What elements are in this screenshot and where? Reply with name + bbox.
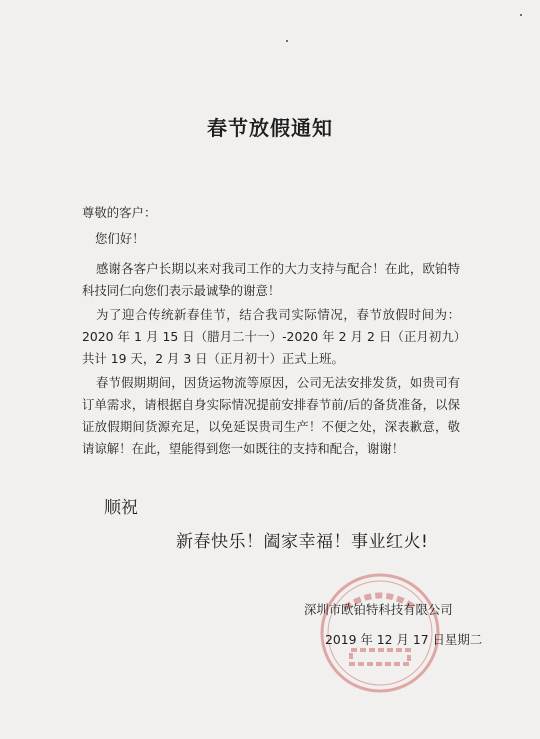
notice-date: 2019 年 12 月 17 日星期二 xyxy=(325,632,483,647)
notice-title: 春节放假通知 xyxy=(207,116,333,140)
paragraph-thanks: 感谢各客户长期以来对我司工作的大力支持与配合！在此，欧铂特科技同仁向您们表示最诚挚的谢意！ xyxy=(82,261,460,298)
new-year-wishes: 新春快乐！阖家幸福！事业红火! xyxy=(176,532,429,552)
greeting: 您们好！ xyxy=(95,231,145,246)
company-name: 深圳市欧铂特科技有限公司 xyxy=(304,602,453,617)
scan-speck xyxy=(520,14,522,16)
scan-speck xyxy=(286,40,288,42)
paragraph-holiday-dates: 为了迎合传统新春佳节，结合我司实际情况，春节放假时间为：2020 年 1 月 15 日（腊月二十一）-2020 年 2 月 2 日（正月初九）共计 19 天，2 月 3 日（正月初十）正式上班。 xyxy=(82,307,460,366)
salutation: 尊敬的客户： xyxy=(82,205,157,220)
paragraph-shipping-notice: 春节假期期间，因货运物流等原因，公司无法安排发货，如贵司有订单需求，请根据自身实际情况提前安排春节前/后的备货准备，以保证放假期间货源充足，以免延误贵司生产！不便之处，深表歉意，敬请谅解！在此，望能得到您一如既往的支持和配合，谢谢！ xyxy=(82,375,460,456)
closing-regards: 顺祝 xyxy=(104,498,138,518)
